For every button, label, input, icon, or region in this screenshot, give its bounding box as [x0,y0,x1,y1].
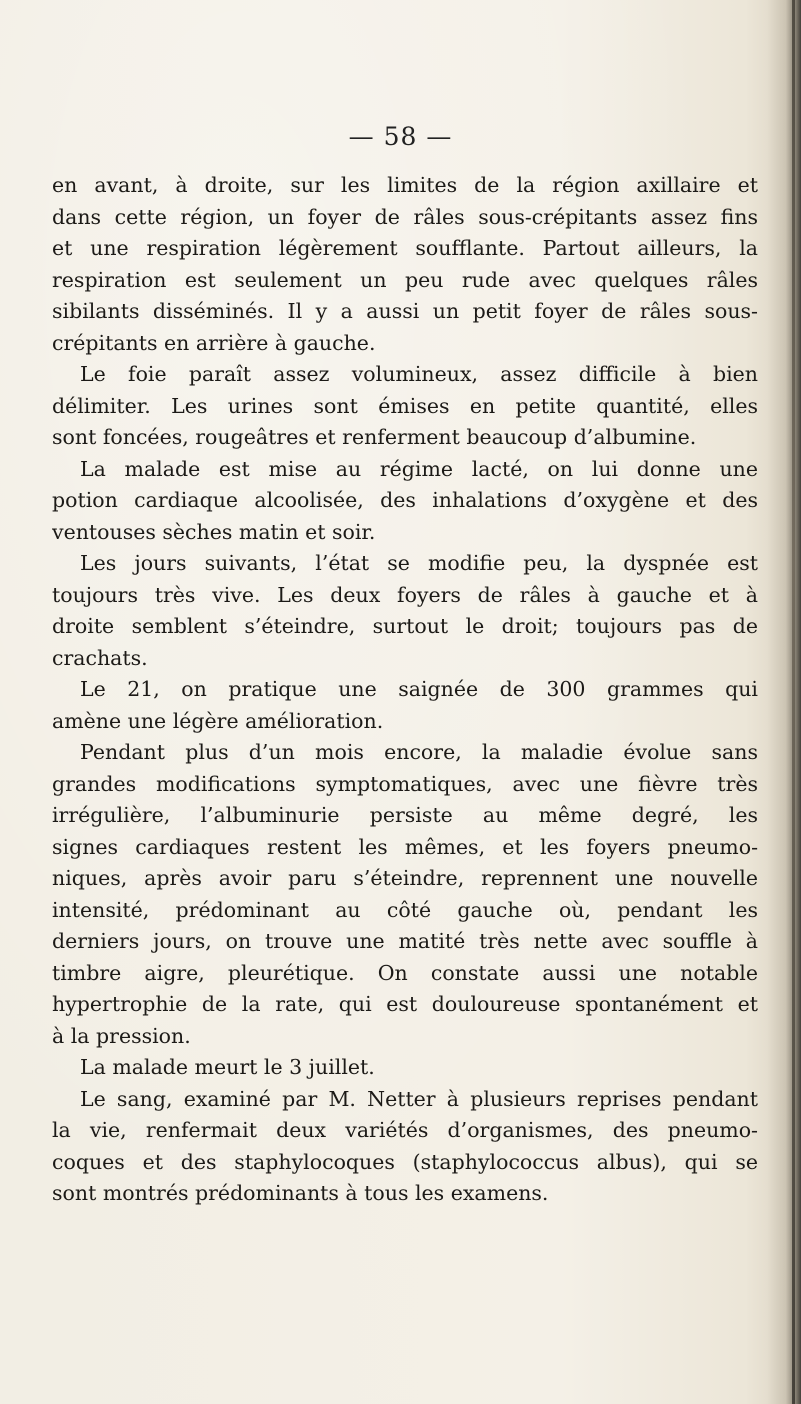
text-line: en avant, à droite, sur les limites de la région axillaire et [52,173,758,197]
text-line: ventouses sèches matin et soir. [52,519,376,544]
text-line: dans cette région, un foyer de râles sous-crépitants assez fins [52,204,758,229]
text-line: coques et des staphylocoques (staphylococcus albus), qui se [52,1149,758,1174]
text-line: crachats. [52,645,148,670]
text-line: Le sang, examiné par M. Netter à plusieurs reprises pendant [80,1086,758,1111]
text-line: toujours très vive. Les deux foyers de râles à gauche et à [52,582,758,607]
text-line: Pendant plus d’un mois encore, la maladie évolue sans [80,740,758,764]
text-line: droite semblent s’éteindre, surtout le droit; toujours pas de [52,614,758,638]
text-line: grandes modifications symptomatiques, avec une fièvre très [52,771,758,796]
text-line: respiration est seulement un peu rude avec quelques râles [52,267,758,292]
text-line: amène une légère amélioration. [52,708,384,733]
text-line: Les jours suivants, l’état se modifie peu, la dyspnée est [80,551,758,575]
text-line: et une respiration légèrement soufflante. Partout ailleurs, la [52,236,758,260]
text-line: sont foncées, rougeâtres et renferment beaucoup d’albumine. [52,425,697,449]
text-line: sont montrés prédominants à tous les examens. [52,1181,549,1205]
text-line: potion cardiaque alcoolisée, des inhalations d’oxygène et des [52,488,758,512]
text-line: intensité, prédominant au côté gauche où, pendant les [52,897,758,922]
text-line: sibilants disséminés. Il y a aussi un petit foyer de râles sous- [52,299,758,323]
text-line: signes cardiaques restent les mêmes, et les foyers pneumo- [52,834,758,859]
text-line: la vie, renfermait deux variétés d’organismes, des pneumo- [52,1118,758,1142]
text-line: Le 21, on pratique une saignée de 300 grammes qui [80,677,758,701]
text-line: irrégulière, l’albuminurie persiste au même degré, les [52,803,758,827]
page-number: — 58 — [348,122,453,151]
text-line: délimiter. Les urines sont émises en petite quantité, elles [52,393,758,418]
text-line: timbre aigre, pleurétique. On constate aussi une notable [52,960,758,985]
text-line: à la pression. [52,1023,191,1048]
body-text [52,170,758,1210]
page-binding-edge [792,0,795,1404]
text-line: Le foie paraît assez volumineux, assez difficile à bien [80,362,758,386]
page-edge-shadow [767,0,801,1404]
text-line: La malade meurt le 3 juillet. [80,1055,375,1079]
text-line: derniers jours, on trouve une matité très nette avec souffle à [52,929,758,953]
text-line: niques, après avoir paru s’éteindre, reprennent une nouvelle [52,866,758,890]
text-line: La malade est mise au régime lacté, on lui donne une [80,456,758,481]
text-line: hypertrophie de la rate, qui est douloureuse spontanément et [52,992,758,1016]
text-line: crépitants en arrière à gauche. [52,330,376,355]
